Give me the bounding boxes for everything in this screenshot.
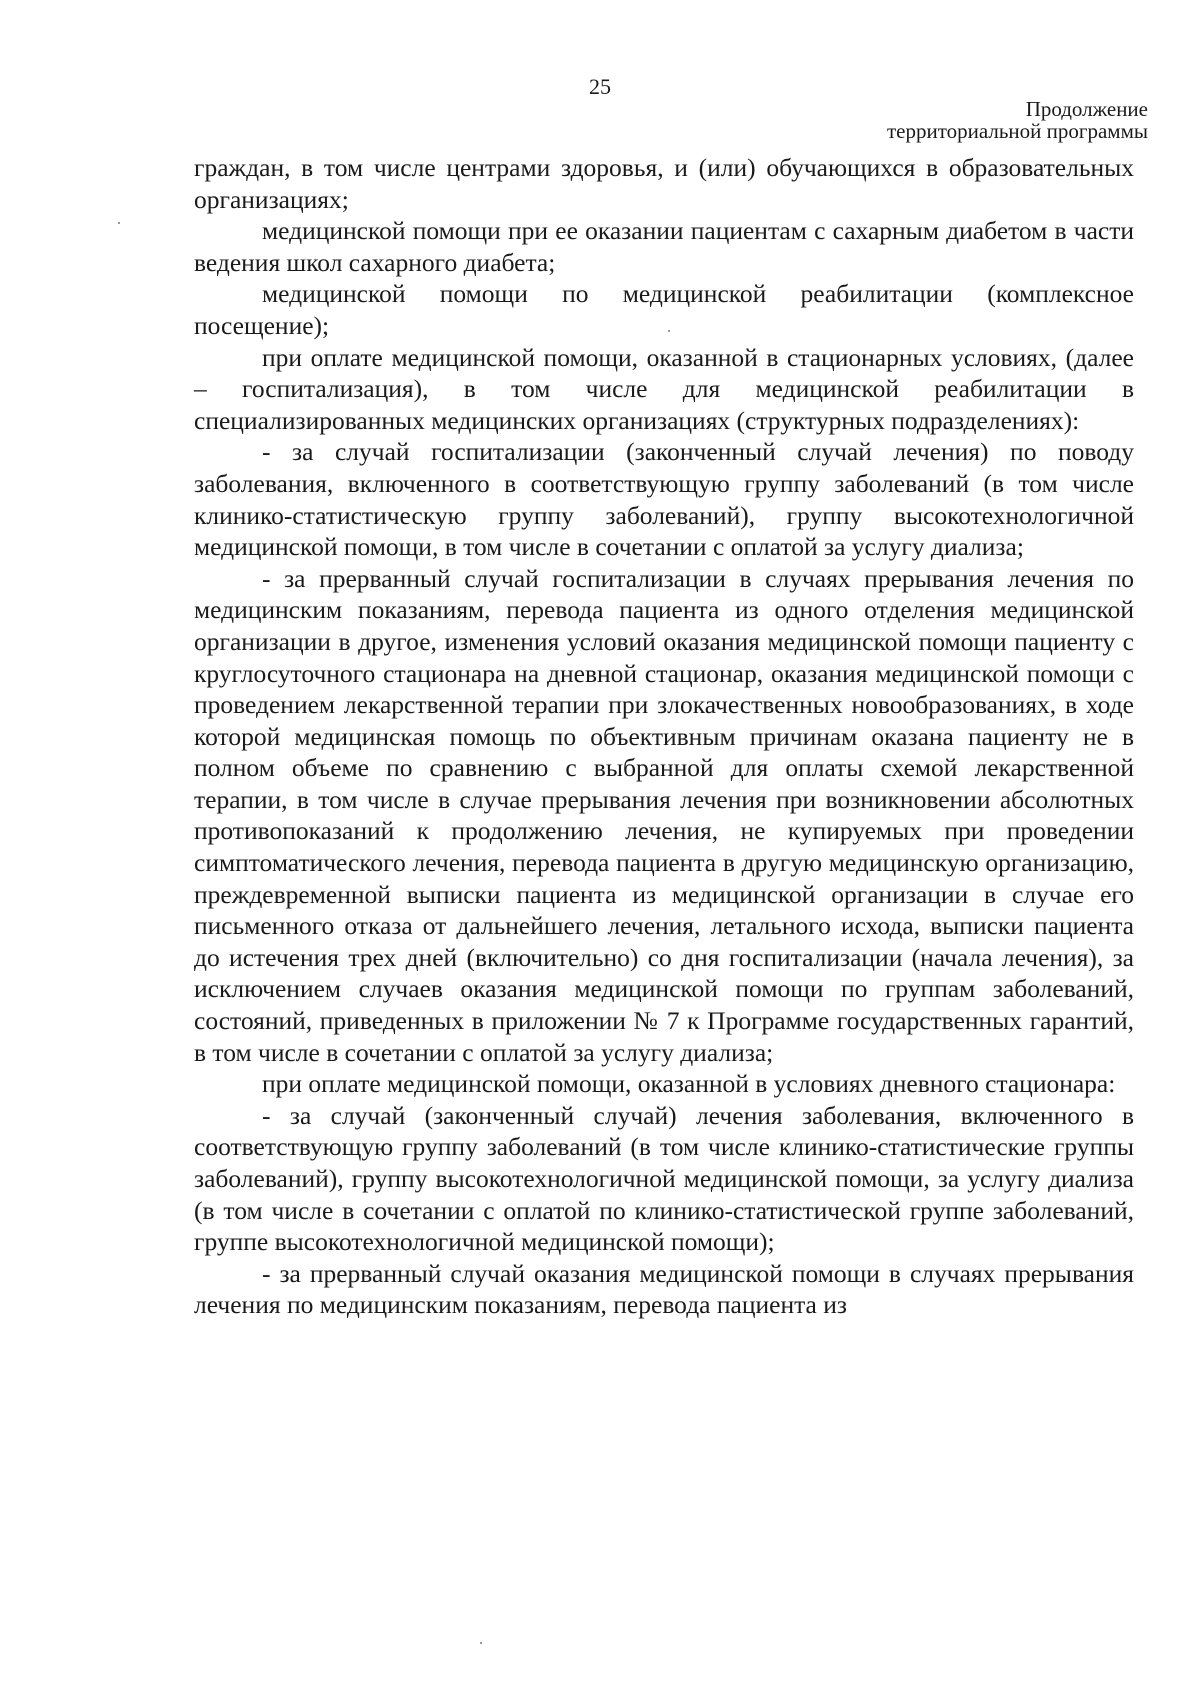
- paragraph: граждан, в том числе центрами здоровья, и (или) обучающихся в образовательных организациях;: [194, 153, 1134, 214]
- document-body: [194, 152, 1134, 1321]
- paragraph: при оплате медицинской помощи, оказанной в условиях дневного стационара:: [262, 1069, 1116, 1099]
- paragraph: - за случай (законченный случай) лечения заболевания, включенного в соответствующую группу заболеваний (в том числе клинико-статистические группы заболеваний), группу высокотехнологичной медицинской помощи, за услугу диализа (в том числе в сочетании с оплатой по клинико-статистической группе заболеваний, группе высокотехнологичной медицинской помощи);: [194, 1100, 1134, 1257]
- paragraph: - за прерванный случай оказания медицинской помощи в случаях прерывания лечения по медицинским показаниям, перевода пациента из: [194, 1258, 1134, 1320]
- paragraph: медицинской помощи при ее оказании пациентам с сахарным диабетом в части ведения школ сахарного диабета;: [194, 216, 1134, 277]
- paragraph: - за случай госпитализации (законченный случай лечения) по поводу заболевания, включенного в соответствующую группу заболеваний (в том числе клинико-статистическую группу заболеваний), группу высокотехнологичной медицинской помощи, в том числе в сочетании с оплатой за услугу диализа;: [194, 437, 1134, 562]
- continuation-program: территориальной программы: [886, 119, 1148, 143]
- paragraph: медицинской помощи по медицинской реабилитации (комплексное посещение);: [194, 279, 1134, 340]
- continuation-label: Продолжение: [1025, 97, 1148, 121]
- page-number: 25: [589, 74, 611, 99]
- paragraph: при оплате медицинской помощи, оказанной в стационарных условиях, (далее – госпитализация), в том числе для медицинской реабилитации в специализированных медицинских организациях (структурных подразделениях):: [194, 342, 1134, 435]
- continuation-header: [887, 98, 1148, 142]
- scan-speck: [668, 330, 670, 332]
- scan-speck: [480, 1642, 482, 1644]
- paragraph: - за прерванный случай госпитализации в случаях прерывания лечения по медицинским показаниям, перевода пациента из одного отделения медицинской организации в другое, изменения условий оказания медицинской помощи пациенту с круглосуточного стационара на дневной стационар, оказания медицинской помощи с проведением лекарственной терапии при злокачественных новообразованиях, в ходе которой медицинская помощь по объективным причинам оказана пациенту не в полном объеме по сравнению с выбранной для оплаты схемой лекарственной терапии, в том числе в случае прерывания лечения при возникновении абсолютных противопоказаний к продолжению лечения, не купируемых при проведении симптоматического лечения, перевода пациента в другую медицинскую организацию, преждевременной выписки пациента из медицинской организации в случае его письменного отказа от дальнейшего лечения, летального исхода, выписки пациента до истечения трех дней (включительно) со дня госпитализации (начала лечения), за исключением случаев оказания медицинской помощи по группам заболеваний, состояний, приведенных в приложении № 7 к Программе государственных гарантий, в том числе в сочетании с оплатой за услугу диализа;: [194, 563, 1134, 1067]
- scan-speck: [118, 222, 120, 224]
